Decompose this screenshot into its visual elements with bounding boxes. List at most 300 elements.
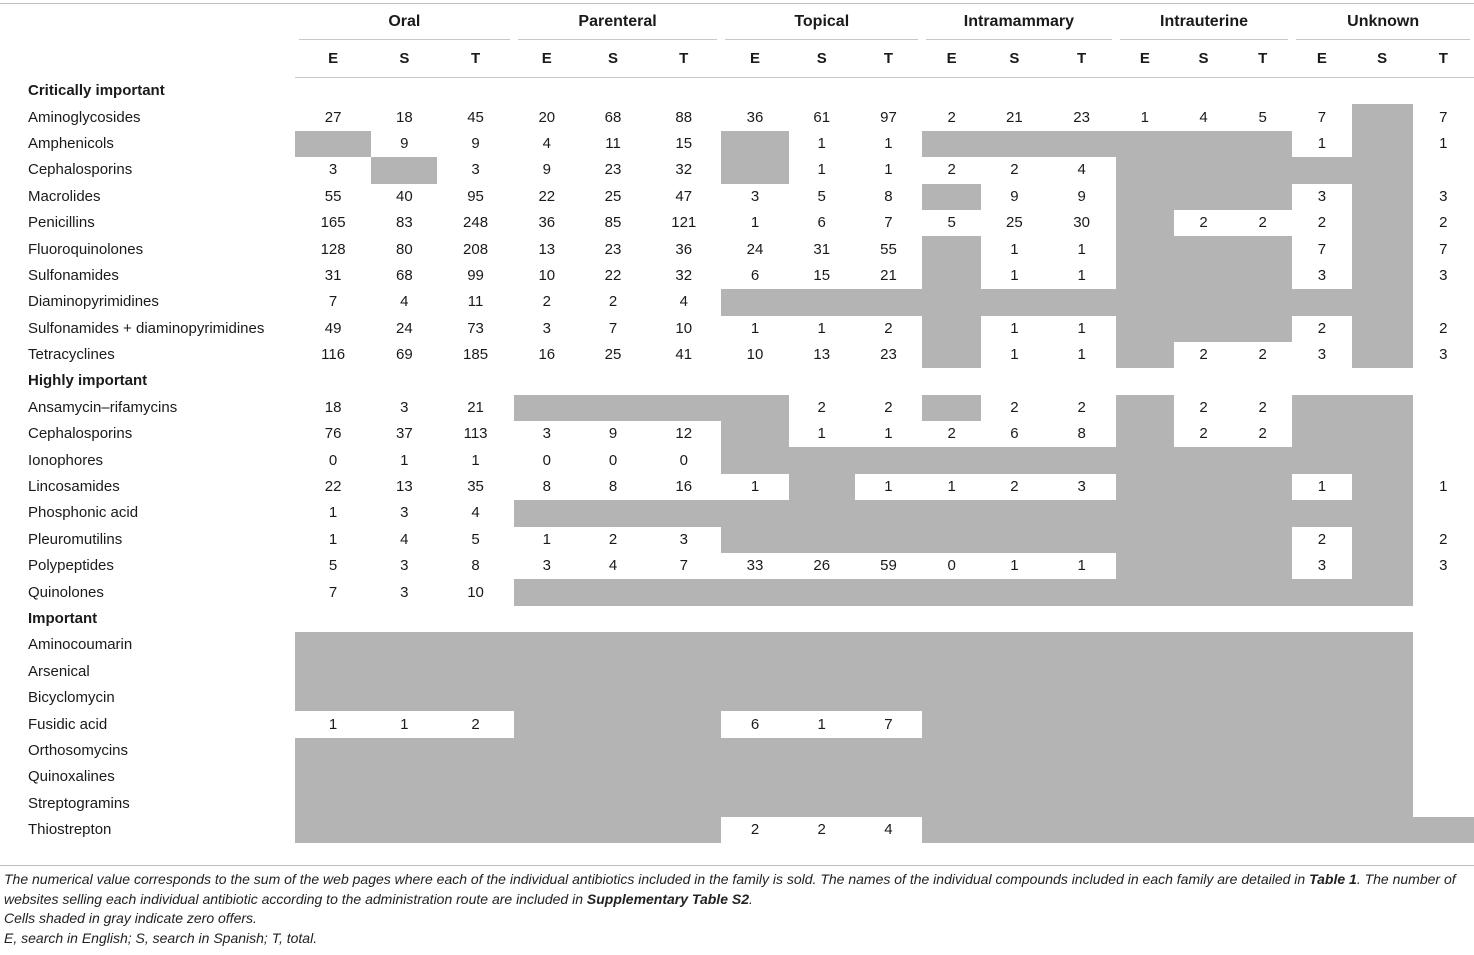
zero-offers-cell <box>789 474 855 500</box>
zero-offers-cell <box>646 738 721 764</box>
zero-offers-cell <box>437 659 513 685</box>
zero-offers-cell <box>1116 632 1174 658</box>
value-cell: 2 <box>608 530 618 548</box>
value-cell: 30 <box>1073 214 1090 232</box>
zero-offers-cell <box>981 659 1047 685</box>
zero-offers-cell <box>295 685 371 711</box>
zero-offers-cell <box>789 632 855 658</box>
empty-cell <box>437 606 513 632</box>
zero-offers-cell <box>1116 342 1174 368</box>
zero-offers-cell <box>922 817 981 843</box>
zero-offers-cell <box>1047 500 1115 526</box>
value-cell: 4 <box>679 293 688 311</box>
antibiotic-family-name: Quinoxalines <box>28 768 115 786</box>
zero-offers-cell <box>1352 342 1413 368</box>
zero-offers-cell <box>371 632 437 658</box>
zero-offers-cell <box>1292 764 1351 790</box>
subcol-header: T <box>1047 40 1115 78</box>
table-row <box>0 131 1474 157</box>
zero-offers-cell <box>1352 316 1413 342</box>
zero-offers-cell <box>922 395 981 421</box>
value-cell: 22 <box>604 266 622 284</box>
zero-offers-cell <box>1047 579 1115 605</box>
value-cell: 113 <box>463 425 488 443</box>
zero-offers-cell <box>1292 659 1351 685</box>
zero-offers-cell <box>1116 474 1174 500</box>
zero-offers-cell <box>371 685 437 711</box>
zero-offers-cell <box>789 289 855 315</box>
value-cell: 3 <box>1439 187 1448 205</box>
zero-offers-cell <box>1352 711 1413 737</box>
zero-offers-cell <box>514 711 580 737</box>
route-header-oral: Oral <box>295 4 514 40</box>
value-cell: 2 <box>542 293 551 311</box>
zero-offers-cell <box>1116 447 1174 473</box>
footnote-abbreviations: E, search in English; S, search in Spanish; T, total. <box>4 929 318 946</box>
zero-offers-cell <box>646 764 721 790</box>
empty-cell <box>580 368 646 394</box>
zero-offers-cell <box>1116 289 1174 315</box>
zero-offers-cell <box>1352 738 1413 764</box>
zero-offers-cell <box>789 738 855 764</box>
empty-cell <box>1174 78 1233 105</box>
zero-offers-cell <box>1233 263 1292 289</box>
route-header-intrauterine: Intrauterine <box>1116 4 1293 40</box>
empty-cell <box>437 368 513 394</box>
zero-offers-cell <box>1116 263 1174 289</box>
section-label: Critically important <box>28 81 165 99</box>
empty-cell <box>1174 368 1233 394</box>
value-cell: 2 <box>1439 319 1448 337</box>
value-cell: 3 <box>1439 557 1448 575</box>
zero-offers-cell <box>580 632 646 658</box>
value-cell: 3 <box>1439 346 1448 364</box>
zero-offers-cell <box>437 632 513 658</box>
zero-offers-cell <box>437 817 513 843</box>
zero-offers-cell <box>721 447 788 473</box>
value-cell: 95 <box>467 187 484 205</box>
zero-offers-cell <box>721 421 788 447</box>
subcol-header: E <box>721 40 788 78</box>
zero-offers-cell <box>1233 527 1292 553</box>
zero-offers-cell <box>1352 579 1413 605</box>
value-cell: 25 <box>604 187 622 205</box>
value-cell: 3 <box>542 425 551 443</box>
empty-cell <box>1413 606 1474 632</box>
antibiotic-family-name: Cephalosporins <box>28 425 133 443</box>
zero-offers-cell <box>922 659 981 685</box>
table-row <box>0 764 1474 790</box>
empty-cell <box>855 78 922 105</box>
zero-offers-cell <box>981 711 1047 737</box>
zero-offers-cell <box>1292 157 1351 183</box>
zero-offers-cell <box>721 659 788 685</box>
zero-offers-cell <box>580 395 646 421</box>
value-cell: 45 <box>467 108 484 126</box>
value-cell: 18 <box>395 108 413 126</box>
zero-offers-cell <box>922 236 981 262</box>
zero-offers-cell <box>1047 791 1115 817</box>
value-cell: 36 <box>675 240 693 258</box>
zero-offers-cell <box>922 500 981 526</box>
zero-offers-cell <box>1352 500 1413 526</box>
value-cell: 2 <box>1439 530 1448 548</box>
value-cell: 2 <box>817 821 826 839</box>
zero-offers-cell <box>855 659 922 685</box>
empty-cell <box>1116 606 1174 632</box>
value-cell: 2 <box>884 398 893 416</box>
zero-offers-cell <box>1174 659 1233 685</box>
zero-offers-cell <box>1233 738 1292 764</box>
value-cell: 15 <box>675 134 693 152</box>
zero-offers-cell <box>1233 579 1292 605</box>
zero-offers-cell <box>1174 817 1233 843</box>
zero-offers-cell <box>1047 711 1115 737</box>
zero-offers-cell <box>371 659 437 685</box>
zero-offers-cell <box>437 685 513 711</box>
value-cell: 5 <box>817 187 826 205</box>
footnote-text: The numerical value corresponds to the sum of the web pages where each of the individual antibiotics included in the family is sold. The names of the individual compounds included in each family are detailed in <box>4 871 1310 887</box>
value-cell: 16 <box>675 478 693 496</box>
value-cell: 2 <box>1199 398 1208 416</box>
value-cell: 1 <box>750 319 760 337</box>
zero-offers-cell <box>981 579 1047 605</box>
value-cell: 3 <box>1077 478 1086 496</box>
zero-offers-cell <box>1174 289 1233 315</box>
empty-cell <box>514 368 580 394</box>
zero-offers-cell <box>646 500 721 526</box>
zero-offers-cell <box>1352 659 1413 685</box>
zero-offers-cell <box>1174 764 1233 790</box>
value-cell <box>1413 157 1474 183</box>
antibiotic-family-name: Bicyclomycin <box>28 689 115 707</box>
zero-offers-cell <box>1233 711 1292 737</box>
value-cell: 3 <box>679 530 688 548</box>
empty-cell <box>371 78 437 105</box>
value-cell: 2 <box>947 108 956 126</box>
value-cell: 2 <box>608 293 618 311</box>
value-cell: 6 <box>817 214 826 232</box>
empty-cell <box>981 606 1047 632</box>
empty-cell <box>295 368 371 394</box>
value-cell: 1 <box>750 478 760 496</box>
zero-offers-cell <box>1047 289 1115 315</box>
value-cell: 99 <box>467 266 484 284</box>
value-cell: 3 <box>400 398 409 416</box>
value-cell: 7 <box>1317 240 1327 258</box>
zero-offers-cell <box>1116 131 1174 157</box>
value-cell: 1 <box>1010 346 1019 364</box>
zero-offers-cell <box>1116 738 1174 764</box>
empty-cell <box>1174 606 1233 632</box>
zero-offers-cell <box>1233 474 1292 500</box>
empty-cell <box>1292 78 1351 105</box>
zero-offers-cell <box>514 395 580 421</box>
value-cell: 185 <box>463 346 489 364</box>
zero-offers-cell <box>295 817 371 843</box>
value-cell: 1 <box>817 425 826 443</box>
value-cell: 2 <box>1258 398 1267 416</box>
empty-cell <box>721 368 788 394</box>
antibiotic-family-name: Polypeptides <box>28 557 114 575</box>
zero-offers-cell <box>295 632 371 658</box>
empty-cell <box>1413 368 1474 394</box>
value-cell: 4 <box>542 134 551 152</box>
value-cell: 2 <box>1317 319 1327 337</box>
zero-offers-cell <box>1233 157 1292 183</box>
zero-offers-cell <box>789 659 855 685</box>
zero-offers-cell <box>981 817 1047 843</box>
zero-offers-cell <box>922 685 981 711</box>
value-cell: 32 <box>675 161 693 179</box>
subcol-header: E <box>1116 40 1174 78</box>
zero-offers-cell <box>514 685 580 711</box>
value-cell: 1 <box>1077 557 1086 575</box>
antibiotic-family-name: Cephalosporins <box>28 161 133 179</box>
value-cell: 36 <box>538 214 556 232</box>
zero-offers-cell <box>1116 579 1174 605</box>
zero-offers-cell <box>855 500 922 526</box>
bottom-rule <box>0 865 1474 866</box>
zero-offers-cell <box>1292 289 1351 315</box>
value-cell: 22 <box>324 478 342 496</box>
zero-offers-cell <box>580 500 646 526</box>
empty-cell <box>646 368 721 394</box>
zero-offers-cell <box>981 289 1047 315</box>
zero-offers-cell <box>1292 711 1351 737</box>
zero-offers-cell <box>922 184 981 210</box>
value-cell: 9 <box>400 134 409 152</box>
value-cell: 5 <box>328 557 338 575</box>
zero-offers-cell <box>1047 131 1115 157</box>
zero-offers-cell <box>1116 395 1174 421</box>
route-header-topical: Topical <box>721 4 922 40</box>
zero-offers-cell <box>1292 817 1351 843</box>
zero-offers-cell <box>721 764 788 790</box>
antibiotic-family-name: Diaminopyrimidines <box>28 293 159 311</box>
value-cell: 8 <box>884 187 893 205</box>
value-cell: 36 <box>746 108 764 126</box>
empty-cell <box>1352 368 1413 394</box>
value-cell: 0 <box>947 557 956 575</box>
value-cell: 13 <box>813 346 831 364</box>
value-cell: 2 <box>1010 478 1019 496</box>
value-cell: 1 <box>1077 240 1086 258</box>
zero-offers-cell <box>1292 447 1351 473</box>
empty-cell <box>1292 368 1351 394</box>
value-cell: 2 <box>1317 214 1327 232</box>
zero-offers-cell <box>855 764 922 790</box>
value-cell <box>1413 447 1474 473</box>
value-cell: 1 <box>542 530 551 548</box>
empty-cell <box>1352 78 1413 105</box>
zero-offers-cell <box>1047 659 1115 685</box>
antibiotic-family-name: Phosphonic acid <box>28 504 139 522</box>
table-row <box>0 632 1474 658</box>
value-cell: 7 <box>328 583 338 601</box>
table-row <box>0 791 1474 817</box>
zero-offers-cell <box>1233 632 1292 658</box>
zero-offers-cell <box>1174 184 1233 210</box>
zero-offers-cell <box>1352 632 1413 658</box>
empty-cell <box>1352 606 1413 632</box>
zero-offers-cell <box>1174 738 1233 764</box>
subcol-header: T <box>646 40 721 78</box>
empty-cell <box>789 78 855 105</box>
value-cell: 4 <box>1077 161 1086 179</box>
antibiotic-family-name: Amphenicols <box>28 134 114 152</box>
antibiotic-family-name: Arsenical <box>28 662 90 680</box>
zero-offers-cell <box>922 316 981 342</box>
empty-cell <box>922 78 981 105</box>
value-cell: 2 <box>1199 346 1208 364</box>
value-cell: 35 <box>467 478 484 496</box>
zero-offers-cell <box>1116 817 1174 843</box>
value-cell: 1 <box>1439 478 1448 496</box>
value-cell: 10 <box>675 319 693 337</box>
zero-offers-cell <box>721 527 788 553</box>
zero-offers-cell <box>514 500 580 526</box>
zero-offers-cell <box>1116 184 1174 210</box>
footnote-text: . The number of websites selling each individual antibiotic according to the administration route are included in <box>4 871 1456 907</box>
value-cell: 1 <box>947 478 956 496</box>
zero-offers-cell <box>721 579 788 605</box>
zero-offers-cell <box>514 764 580 790</box>
section-header-row <box>0 606 1474 632</box>
empty-cell <box>1233 78 1292 105</box>
value-cell: 80 <box>395 240 413 258</box>
value-cell: 1 <box>1317 478 1327 496</box>
zero-offers-cell <box>371 764 437 790</box>
antibiotic-family-name: Aminoglycosides <box>28 108 141 126</box>
value-cell: 24 <box>746 240 764 258</box>
zero-offers-cell <box>1116 791 1174 817</box>
value-cell: 1 <box>1140 108 1149 126</box>
zero-offers-cell <box>1233 500 1292 526</box>
zero-offers-cell <box>646 632 721 658</box>
value-cell: 76 <box>324 425 342 443</box>
value-cell: 22 <box>538 187 556 205</box>
zero-offers-cell <box>855 447 922 473</box>
route-header-row <box>0 4 1474 40</box>
value-cell: 1 <box>884 478 893 496</box>
zero-offers-cell <box>855 527 922 553</box>
value-cell: 2 <box>884 319 893 337</box>
subcol-header: E <box>295 40 371 78</box>
empty-cell <box>721 606 788 632</box>
subcol-header: T <box>855 40 922 78</box>
zero-offers-cell <box>789 500 855 526</box>
value-cell: 7 <box>1317 108 1327 126</box>
empty-cell <box>514 78 580 105</box>
value-cell: 21 <box>1006 108 1023 126</box>
value-cell: 6 <box>750 266 760 284</box>
zero-offers-cell <box>1116 685 1174 711</box>
value-cell: 83 <box>395 214 413 232</box>
zero-offers-cell <box>646 685 721 711</box>
zero-offers-cell <box>1174 553 1233 579</box>
value-cell: 2 <box>1077 398 1086 416</box>
zero-offers-cell <box>1292 500 1351 526</box>
value-cell: 1 <box>1439 134 1448 152</box>
table-row <box>0 236 1474 262</box>
value-cell: 5 <box>1258 108 1267 126</box>
value-cell: 2 <box>1258 425 1267 443</box>
zero-offers-cell <box>1116 527 1174 553</box>
empty-cell <box>646 78 721 105</box>
value-cell: 23 <box>880 346 897 364</box>
empty-cell <box>1413 78 1474 105</box>
value-cell: 2 <box>817 398 826 416</box>
value-cell: 7 <box>1439 240 1448 258</box>
zero-offers-cell <box>580 738 646 764</box>
value-cell: 1 <box>1010 319 1019 337</box>
footnote-gray-legend: Cells shaded in gray indicate zero offers. <box>4 910 257 926</box>
value-cell: 27 <box>324 108 342 126</box>
zero-offers-cell <box>1413 817 1474 843</box>
value-cell: 1 <box>328 530 338 548</box>
zero-offers-cell <box>1352 184 1413 210</box>
zero-offers-cell <box>721 500 788 526</box>
zero-offers-cell <box>646 711 721 737</box>
zero-offers-cell <box>580 711 646 737</box>
value-cell: 6 <box>1010 425 1019 443</box>
zero-offers-cell <box>580 659 646 685</box>
zero-offers-cell <box>789 447 855 473</box>
value-cell: 1 <box>817 319 826 337</box>
zero-offers-cell <box>1233 553 1292 579</box>
value-cell: 5 <box>471 530 480 548</box>
empty-cell <box>580 78 646 105</box>
value-cell: 2 <box>1010 398 1019 416</box>
value-cell: 3 <box>400 504 409 522</box>
zero-offers-cell <box>922 263 981 289</box>
value-cell: 1 <box>1317 134 1327 152</box>
value-cell: 97 <box>880 108 897 126</box>
zero-offers-cell <box>855 632 922 658</box>
zero-offers-cell <box>514 817 580 843</box>
zero-offers-cell <box>580 579 646 605</box>
zero-offers-cell <box>514 632 580 658</box>
zero-offers-cell <box>1352 395 1413 421</box>
zero-offers-cell <box>514 738 580 764</box>
table-row <box>0 738 1474 764</box>
table-row <box>0 316 1474 342</box>
supplementary-table-reference: Supplementary Table S2 <box>586 890 749 907</box>
table-row <box>0 184 1474 210</box>
zero-offers-cell <box>981 447 1047 473</box>
zero-offers-cell <box>855 791 922 817</box>
section-header-row <box>0 78 1474 105</box>
value-cell: 1 <box>1077 266 1086 284</box>
value-cell: 47 <box>675 187 693 205</box>
value-cell: 23 <box>1073 108 1090 126</box>
value-cell: 165 <box>320 214 346 232</box>
zero-offers-cell <box>1116 421 1174 447</box>
value-cell: 1 <box>884 134 893 152</box>
zero-offers-cell <box>1233 817 1292 843</box>
value-cell: 2 <box>1199 214 1208 232</box>
zero-offers-cell <box>1174 236 1233 262</box>
zero-offers-cell <box>1116 316 1174 342</box>
zero-offers-cell <box>1047 764 1115 790</box>
value-cell: 4 <box>1199 108 1208 126</box>
zero-offers-cell <box>789 579 855 605</box>
zero-offers-cell <box>1233 316 1292 342</box>
zero-offers-cell <box>789 527 855 553</box>
value-cell: 33 <box>746 557 764 575</box>
value-cell: 5 <box>947 214 956 232</box>
